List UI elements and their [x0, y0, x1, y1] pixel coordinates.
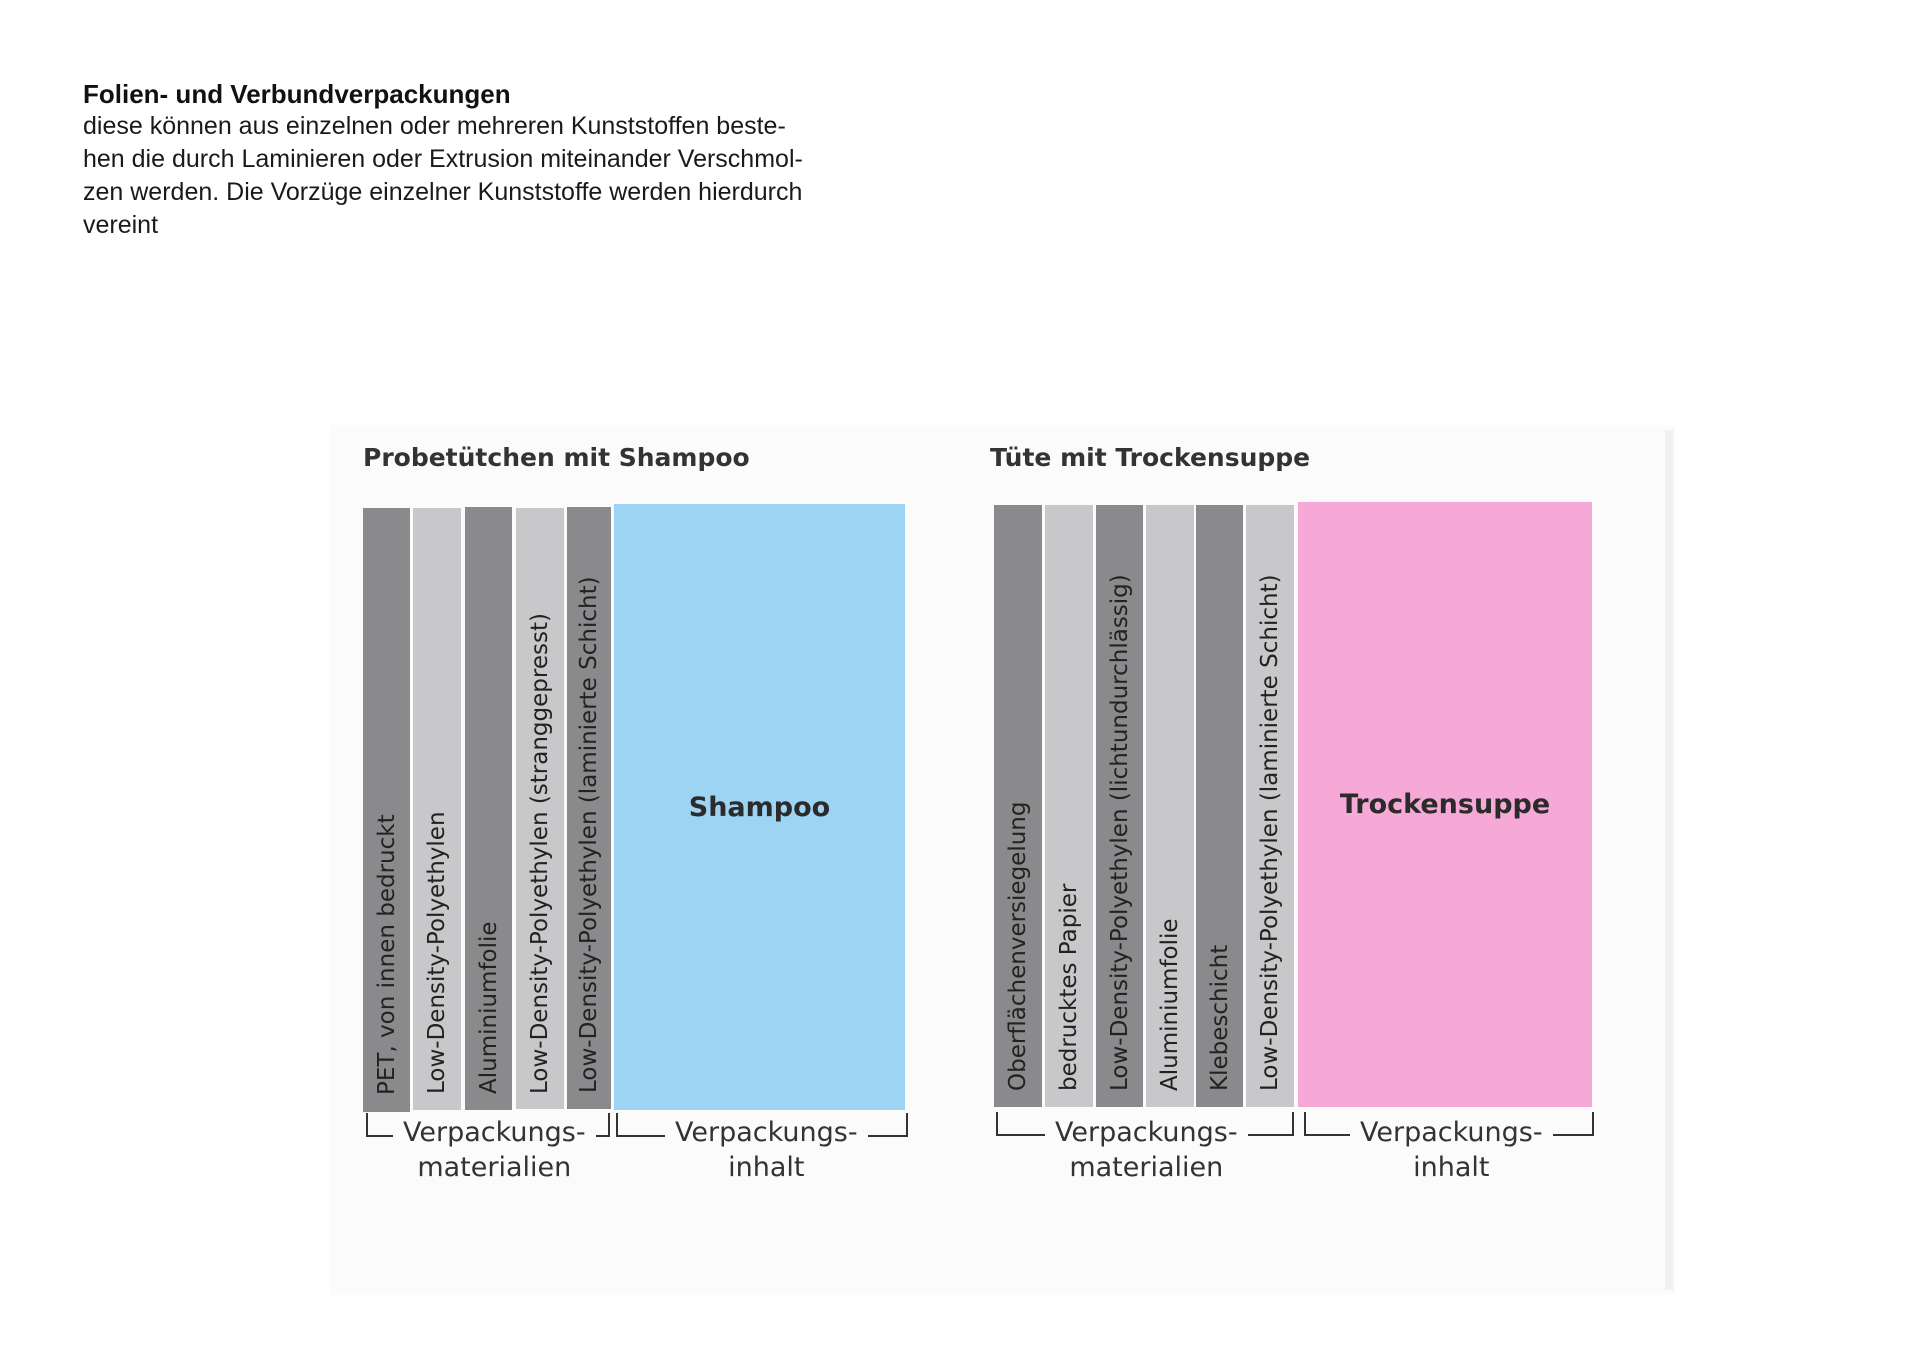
shampoo-layer — [413, 508, 461, 1110]
layer-label: Low-Density-Polyethylen — [424, 811, 450, 1094]
shampoo-layer — [465, 507, 512, 1110]
suppe-layer — [1246, 505, 1294, 1107]
layer-label: Klebeschicht — [1206, 944, 1233, 1091]
caption-line: inhalt — [728, 1152, 805, 1183]
layer-label: Low-Density-Polyethylen (stranggepresst) — [527, 612, 553, 1094]
caption-line: materialien — [417, 1152, 572, 1183]
layer-label: bedrucktes Papier — [1056, 883, 1082, 1091]
layer-label: Aluminiumfolie — [1157, 918, 1183, 1091]
suppe-content-block — [1298, 502, 1592, 1107]
shampoo-content-caption — [665, 1115, 868, 1185]
shampoo-layer — [516, 508, 564, 1109]
intro-line: diese können aus einzelnen oder mehreren Kunststoffen beste- — [83, 112, 786, 140]
caption-line: Verpackungs- — [1360, 1117, 1543, 1148]
suppe-layer — [1045, 505, 1093, 1107]
suppe-panel-title: Tüte mit Trockensuppe — [990, 443, 1311, 472]
shampoo-panel-title: Probetütchen mit Shampoo — [363, 443, 750, 472]
scan-page-edge — [1665, 430, 1673, 1290]
layer-label: PET, von innen bedruckt — [373, 814, 400, 1095]
shampoo-content-label: Shampoo — [688, 791, 831, 823]
suppe-layer — [1146, 505, 1194, 1107]
intro-text-block — [83, 78, 883, 242]
layer-label: Low-Density-Polyethylen (lichtundurchlässig) — [1106, 574, 1133, 1091]
suppe-material-caption — [1045, 1115, 1248, 1185]
shampoo-layer — [567, 507, 611, 1109]
suppe-layer — [1196, 505, 1243, 1107]
intro-line: zen werden. Die Vorzüge einzelner Kunststoffe werden hierdurch — [83, 178, 803, 206]
layer-label: Aluminiumfolie — [475, 920, 502, 1094]
suppe-content-caption — [1350, 1115, 1553, 1185]
suppe-layer — [994, 505, 1042, 1107]
layer-label: Low-Density-Polyethylen (laminierte Schicht) — [1257, 574, 1283, 1091]
layer-label: Oberflächenversiegelung — [1005, 801, 1031, 1091]
suppe-content-label: Trockensuppe — [1339, 789, 1551, 820]
intro-line: hen die durch Laminieren oder Extrusion miteinander Verschmol- — [83, 145, 803, 173]
caption-line: Verpackungs- — [1055, 1117, 1238, 1148]
caption-line: inhalt — [1413, 1152, 1490, 1183]
shampoo-layer — [363, 508, 410, 1112]
caption-line: Verpackungs- — [403, 1117, 586, 1148]
caption-line: materialien — [1069, 1152, 1224, 1183]
shampoo-content-block — [614, 504, 905, 1110]
suppe-layer — [1096, 505, 1143, 1107]
shampoo-material-caption — [393, 1115, 596, 1185]
layer-label: Low-Density-Polyethylen (laminierte Schicht) — [576, 576, 602, 1093]
intro-title: Folien- und Verbundverpackungen — [83, 79, 511, 109]
intro-line: vereint — [83, 211, 159, 239]
caption-line: Verpackungs- — [675, 1117, 858, 1148]
